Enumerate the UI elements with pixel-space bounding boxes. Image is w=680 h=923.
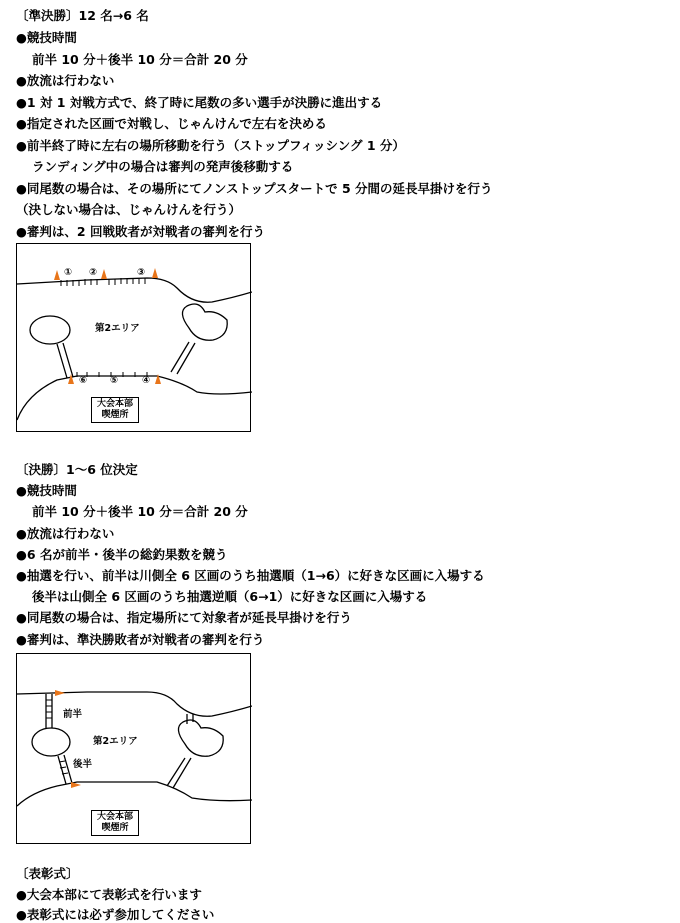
final-line: ●審判は、準決勝敗者が対戦者の審判を行う: [16, 632, 265, 647]
first-half-label: 前半: [63, 709, 83, 720]
area-label: 第2エリア: [93, 736, 138, 747]
semifinal-line: ●同尾数の場合は、その場所にてノンストップスタートで 5 分間の延長早掛けを行う: [16, 181, 493, 196]
area-label: 第2エリア: [95, 323, 140, 334]
semifinal-heading: 〔準決勝〕12 名→6 名: [16, 8, 149, 23]
semifinal-line: （決しない場合は、じゃんけんを行う）: [16, 202, 242, 217]
spot-label: ⑤: [110, 375, 119, 386]
semifinal-line: ●前半終了時に左右の場所移動を行う（ストップフィッシング 1 分）: [16, 138, 405, 153]
semifinal-line: ランディング中の場合は審判の発声後移動する: [32, 159, 294, 174]
spot-label: ④: [142, 375, 151, 386]
hq-box: [91, 397, 139, 423]
awards-line: ●表彰式には必ず参加してください: [16, 907, 215, 922]
semifinal-line: 前半 10 分＋後半 10 分＝合計 20 分: [32, 52, 248, 67]
final-heading: 〔決勝〕1～6 位決定: [16, 462, 138, 477]
hq-label: 大会本部: [96, 399, 133, 409]
semifinal-line: ●放流は行わない: [16, 73, 115, 88]
semifinal-line: ●競技時間: [16, 30, 77, 45]
final-line: 前半 10 分＋後半 10 分＝合計 20 分: [32, 504, 248, 519]
smoking-area-label: 喫煙所: [101, 410, 129, 420]
awards-heading: 〔表彰式〕: [16, 866, 79, 881]
semifinal-line: ●審判は、2 回戦敗者が対戦者の審判を行う: [16, 224, 265, 239]
hq-label: 大会本部: [96, 812, 133, 822]
smoking-area-label: 喫煙所: [101, 823, 129, 833]
final-line: ●同尾数の場合は、指定場所にて対象者が延長早掛けを行う: [16, 610, 352, 625]
semifinal-line: ●1 対 1 対戦方式で、終了時に尾数の多い選手が決勝に進出する: [16, 95, 383, 110]
final-line: ●抽選を行い、前半は川側全 6 区画のうち抽選順（1→6）に好きな区画に入場する: [16, 568, 485, 583]
final-map: [16, 653, 251, 844]
hq-box: [91, 810, 139, 836]
final-line: ●放流は行わない: [16, 526, 115, 541]
semifinal-line: ●指定された区画で対戦し、じゃんけんで左右を決める: [16, 116, 327, 131]
final-line: ●競技時間: [16, 483, 77, 498]
final-line: 後半は山側全 6 区画のうち抽選逆順（6→1）に好きな区画に入場する: [32, 589, 428, 604]
semifinal-map: [16, 243, 251, 432]
spot-label: ①: [64, 267, 73, 278]
spot-label: ⑥: [79, 375, 88, 386]
second-half-label: 後半: [73, 759, 93, 770]
final-line: ●6 名が前半・後半の総釣果数を競う: [16, 547, 228, 562]
spot-label: ③: [137, 267, 146, 278]
awards-line: ●大会本部にて表彰式を行います: [16, 887, 202, 902]
spot-label: ②: [89, 267, 98, 278]
